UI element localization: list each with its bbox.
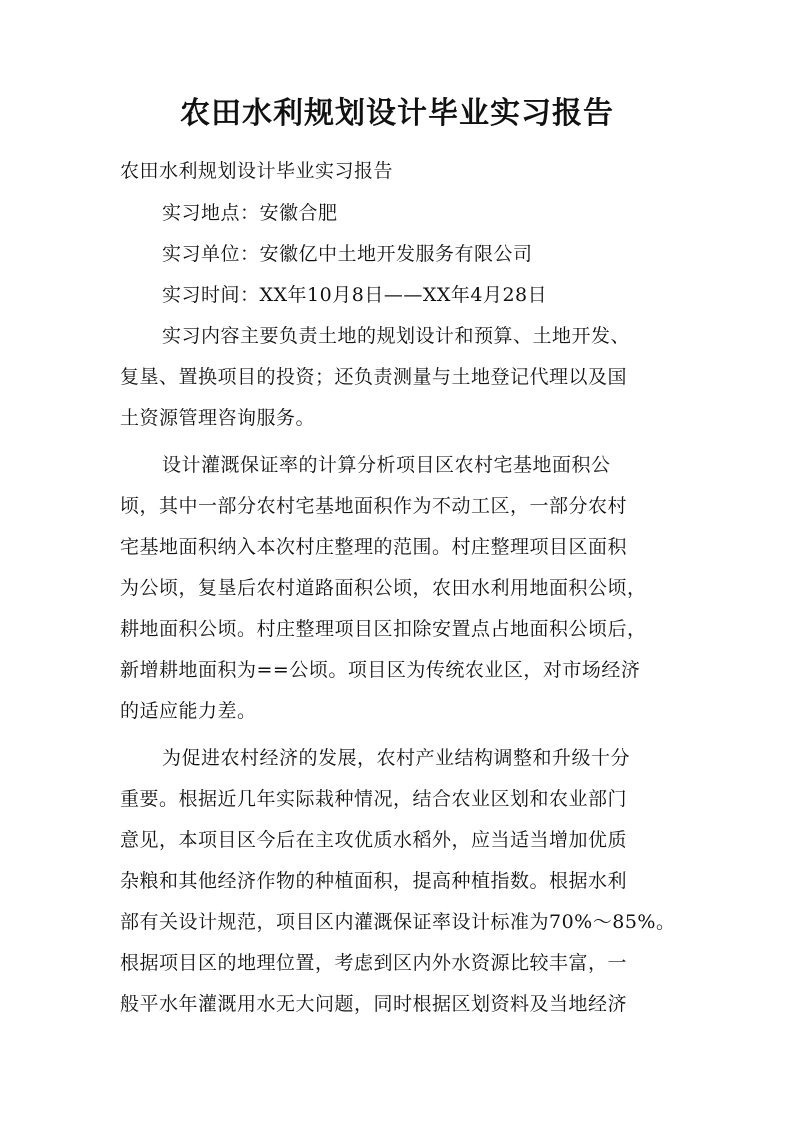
paragraph-line: 般平水年灌溉用水无大问题，同时根据区划资料及当地经济 — [120, 993, 628, 1015]
paragraph-line: 实习内容主要负责土地的规划设计和预算、土地开发、 — [162, 325, 631, 347]
paragraph-line: 耕地面积公顷。村庄整理项目区扣除安置点占地面积公顷后， — [120, 618, 647, 640]
paragraph-line: 为公顷，复垦后农村道路面积公顷，农田水利用地面积公顷， — [120, 577, 647, 599]
company-line: 实习单位：安徽亿中土地开发服务有限公司 — [162, 243, 533, 265]
paragraph-line: 设计灌溉保证率的计算分析项目区农村宅基地面积公 — [162, 454, 611, 476]
paragraph-line: 重要。根据近几年实际栽种情况，结合农业区划和农业部门 — [120, 788, 628, 810]
document-title: 农田水利规划设计毕业实习报告 — [180, 96, 614, 131]
paragraph-line: 宅基地面积纳入本次村庄整理的范围。村庄整理项目区面积 — [120, 536, 628, 558]
paragraph-line: 为促进农村经济的发展，农村产业结构调整和升级十分 — [162, 747, 631, 769]
paragraph-line: 顷，其中一部分农村宅基地面积作为不动工区，一部分农村 — [120, 495, 628, 517]
subtitle-line: 农田水利规划设计毕业实习报告 — [120, 160, 394, 182]
date-line: 实习时间：XX年10月8日——XX年4月28日 — [162, 284, 548, 306]
location-line: 实习地点：安徽合肥 — [162, 202, 338, 224]
paragraph-line: 意见，本项目区今后在主攻优质水稻外，应当适当增加优质 — [120, 829, 628, 851]
paragraph-line: 根据项目区的地理位置，考虑到区内外水资源比较丰富，一 — [120, 952, 628, 974]
paragraph-line: 土资源管理咨询服务。 — [120, 407, 316, 429]
paragraph-line: 复垦、置换项目的投资；还负责测量与土地登记代理以及国 — [120, 366, 628, 388]
paragraph-line: 杂粮和其他经济作物的种植面积，提高种植指数。根据水利 — [120, 870, 628, 892]
paragraph-line: 的适应能力差。 — [120, 700, 257, 722]
paragraph-line: 新增耕地面积为==公顷。项目区为传统农业区，对市场经济 — [120, 659, 641, 681]
paragraph-line: 部有关设计规范，项目区内灌溉保证率设计标准为70%～85%。 — [120, 911, 676, 933]
